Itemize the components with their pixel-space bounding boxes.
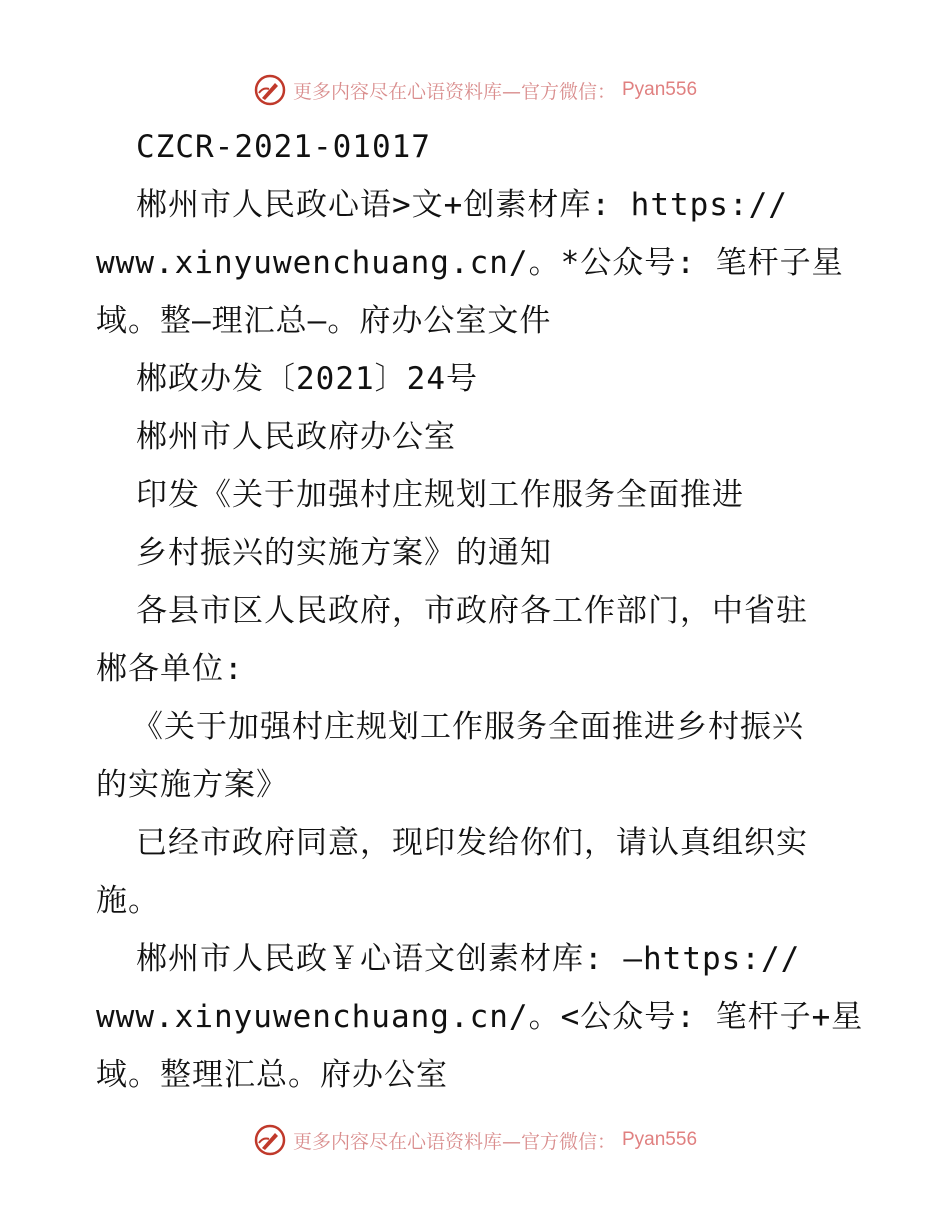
doc-line-6: 郴州市人民政府办公室 <box>136 419 456 455</box>
doc-line-4: 域。整—理汇总—。府办公室文件 <box>96 303 552 339</box>
doc-line-9: 各县市区人民政府，市政府各工作部门，中省驻 <box>136 593 808 629</box>
doc-line-7: 印发《关于加强村庄规划工作服务全面推进 <box>136 477 744 513</box>
watermark-text: 更多内容尽在心语资料库—官方微信： <box>292 80 616 103</box>
footer-watermark <box>0 1120 950 1160</box>
watermark-id: Pyan556 <box>622 1129 698 1150</box>
watermark-id: Pyan556 <box>622 79 698 100</box>
doc-line-3: www.xinyuwenchuang.cn/。*公众号: 笔杆子星 <box>96 245 844 281</box>
doc-line-2: 郴州市人民政心语>文+创素材库: https:// <box>136 187 788 223</box>
doc-line-5: 郴政办发〔2021〕24号 <box>136 361 478 397</box>
pen-logo-icon <box>253 73 287 107</box>
doc-line-10: 郴各单位: <box>96 651 244 687</box>
pen-logo-icon <box>253 1123 287 1157</box>
header-watermark <box>0 70 950 110</box>
doc-line-1: CZCR-2021-01017 <box>136 129 431 165</box>
doc-line-16: www.xinyuwenchuang.cn/。<公众号: 笔杆子+星 <box>96 999 864 1035</box>
doc-line-12: 的实施方案》 <box>96 767 288 803</box>
document-body <box>96 118 866 1104</box>
doc-line-11: 《关于加强村庄规划工作服务全面推进乡村振兴 <box>132 709 804 745</box>
doc-line-13: 已经市政府同意，现印发给你们，请认真组织实 <box>136 825 808 861</box>
doc-line-14: 施。 <box>96 883 160 919</box>
watermark-text: 更多内容尽在心语资料库—官方微信： <box>292 1130 616 1153</box>
doc-line-15: 郴州市人民政￥心语文创素材库: —https:// <box>136 941 801 977</box>
doc-line-17: 域。整理汇总。府办公室 <box>96 1057 448 1093</box>
doc-line-8: 乡村振兴的实施方案》的通知 <box>136 535 552 571</box>
